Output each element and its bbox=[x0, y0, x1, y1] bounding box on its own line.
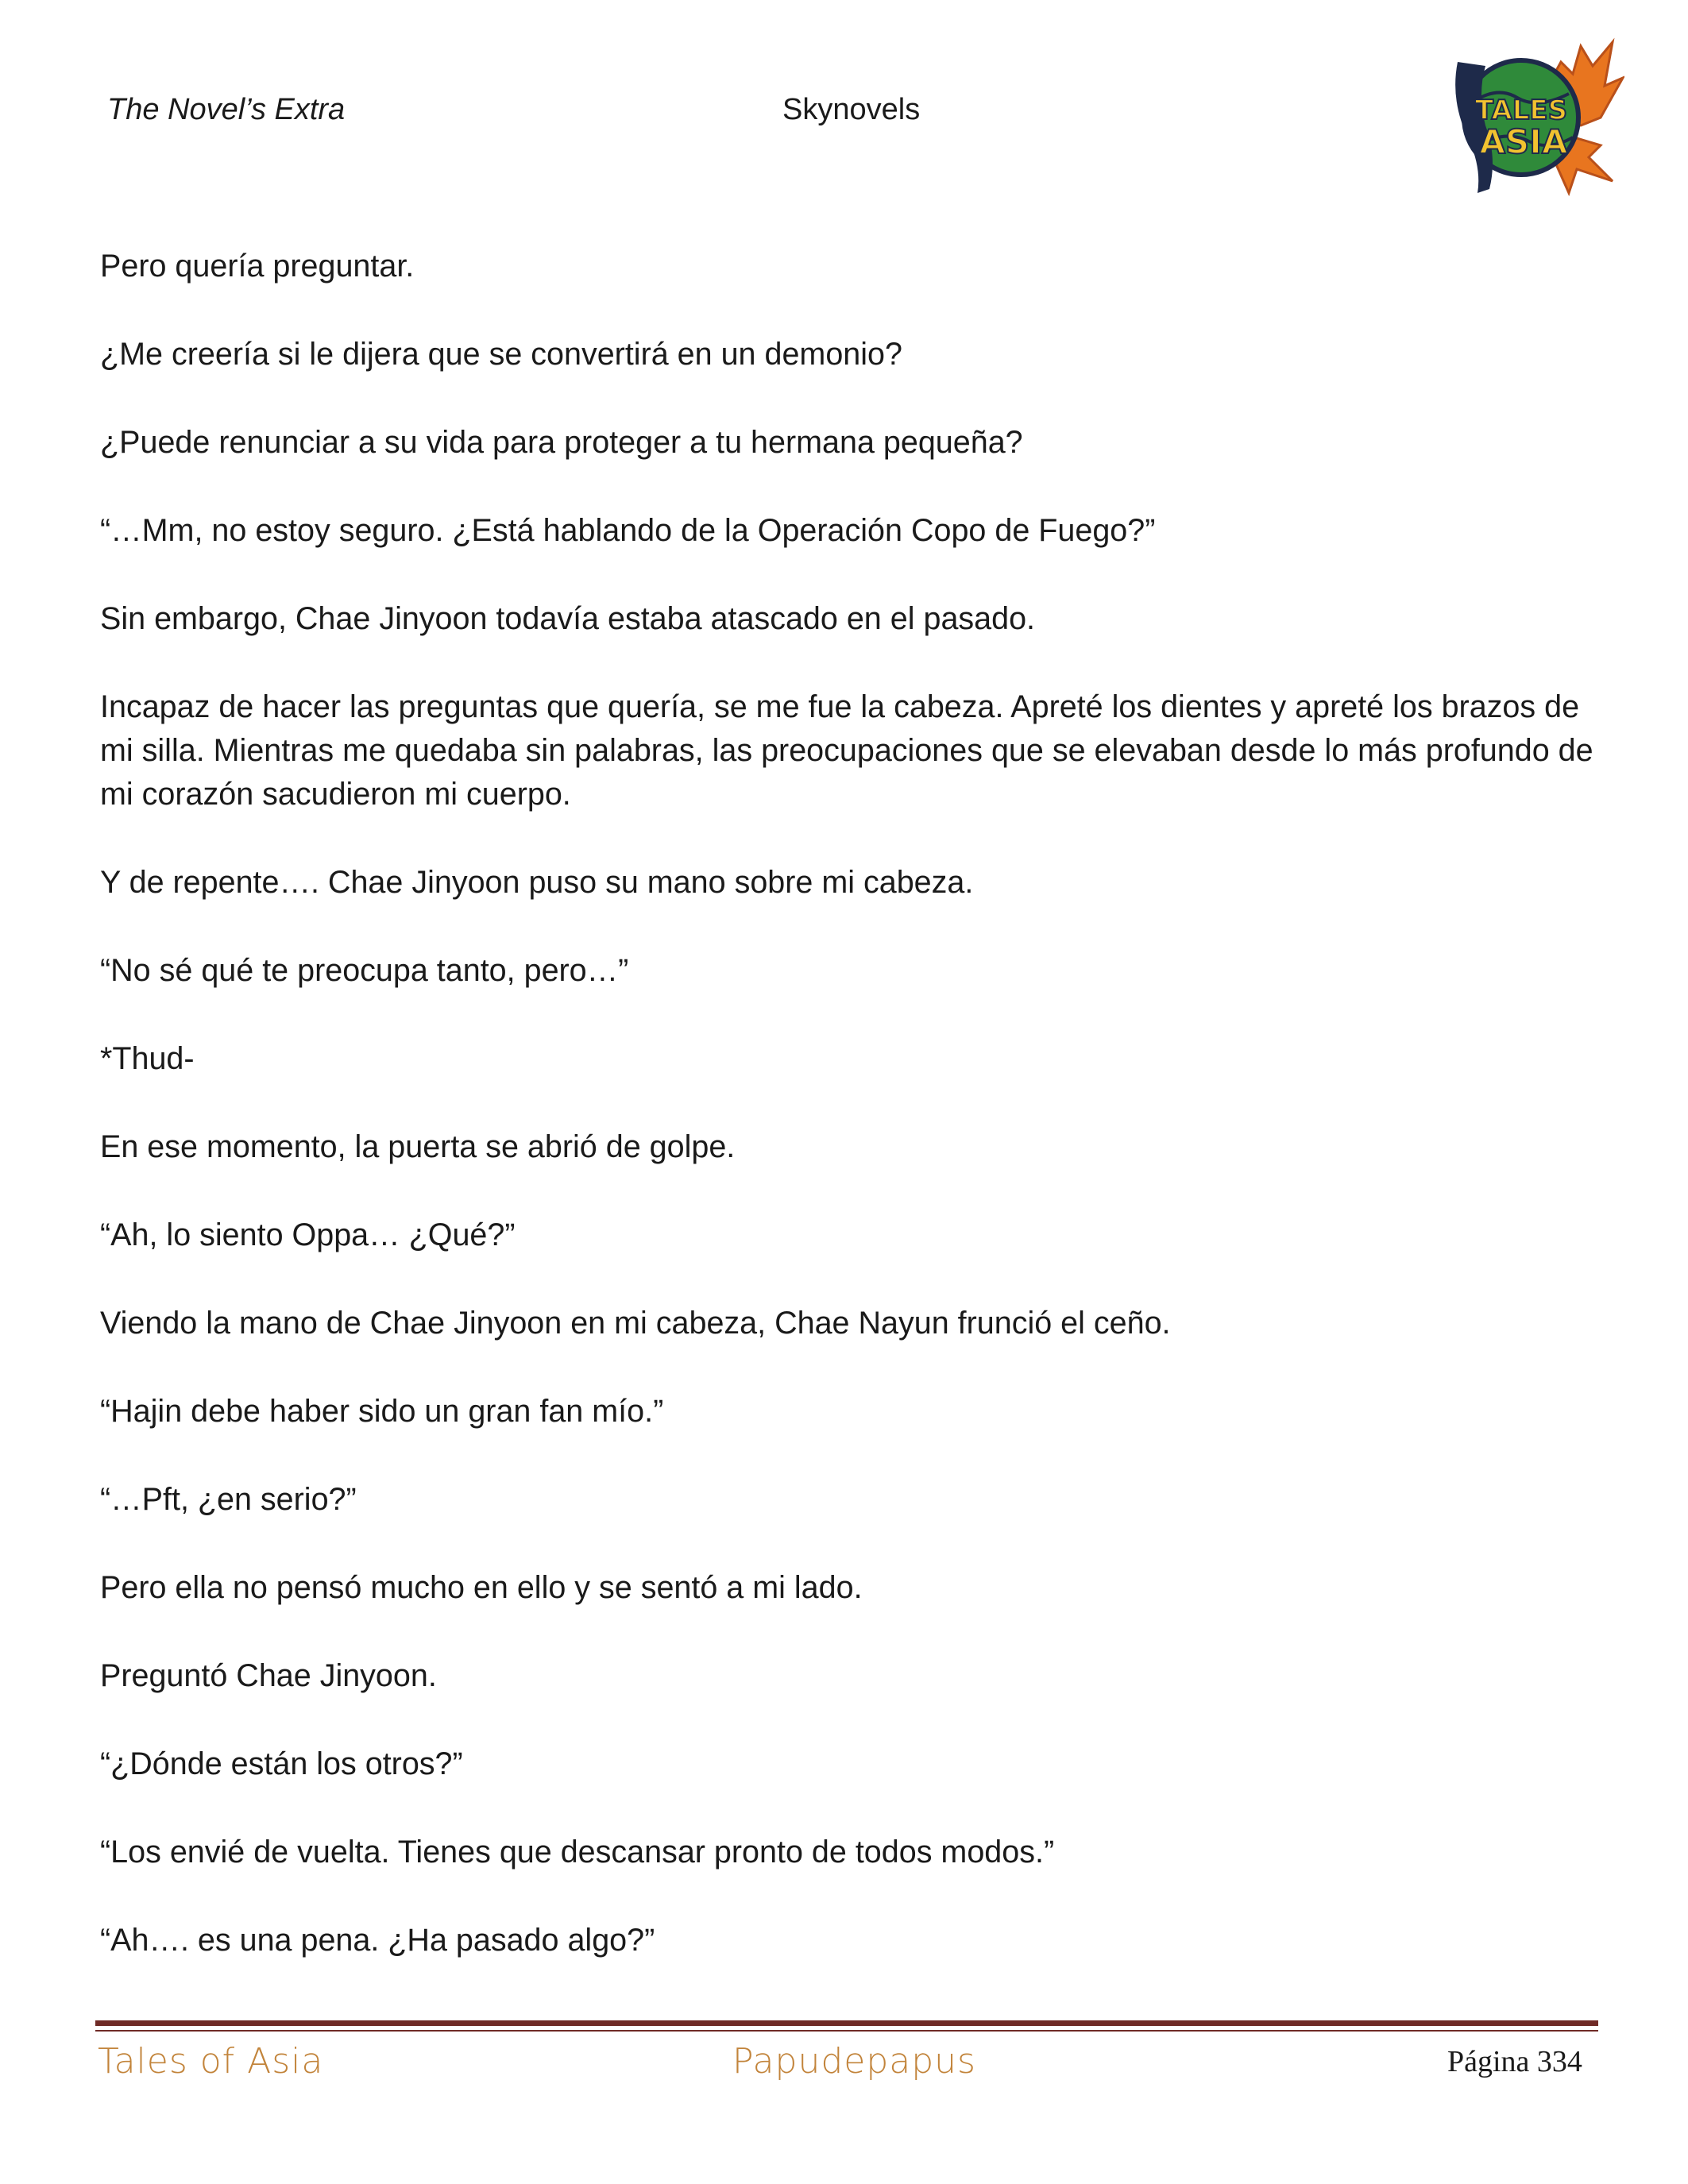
logo-text-asia: ASIA bbox=[1479, 122, 1568, 161]
paragraph: ¿Me creería si le dijera que se convertirá en un demonio? bbox=[100, 337, 902, 372]
footer-translator: Papudepapus bbox=[732, 2041, 976, 2082]
paragraph: En ese momento, la puerta se abrió de golpe. bbox=[100, 1129, 736, 1164]
footer-group-name: Tales of Asia bbox=[98, 2041, 324, 2082]
paragraph: Pero quería preguntar. bbox=[100, 249, 415, 284]
paragraph: Sin embargo, Chae Jinyoon todavía estaba atascado en el pasado. bbox=[100, 601, 1036, 636]
header-novel-title: The Novel’s Extra bbox=[107, 93, 346, 126]
header-site-name: Skynovels bbox=[782, 93, 921, 126]
chapter-body bbox=[100, 245, 1593, 2007]
logo-text-tales: TALES bbox=[1474, 95, 1568, 126]
page-number: Página 334 bbox=[1447, 2045, 1582, 2078]
footer-divider bbox=[95, 2020, 1598, 2026]
paragraph: “Ah…. es una pena. ¿Ha pasado algo?” bbox=[100, 1923, 655, 1958]
paragraph: Y de repente…. Chae Jinyoon puso su mano sobre mi cabeza. bbox=[100, 865, 974, 900]
paragraph: Incapaz de hacer las preguntas que quería, se me fue la cabeza. Apreté los dientes y apreté los brazos de mi silla. Mientras me quedaba sin palabras, las preocupaciones que se elevaban desde lo más profundo de mi corazón sacudieron mi cuerpo. bbox=[100, 689, 1593, 812]
paragraph: “No sé qué te preocupa tanto, pero…” bbox=[100, 953, 629, 988]
paragraph: “¿Dónde están los otros?” bbox=[100, 1746, 463, 1781]
footer-divider-thin bbox=[95, 2030, 1598, 2032]
paragraph: “Hajin debe haber sido un gran fan mío.” bbox=[100, 1394, 664, 1429]
paragraph: Preguntó Chae Jinyoon. bbox=[100, 1658, 437, 1693]
paragraph: *Thud- bbox=[100, 1041, 195, 1076]
paragraph: “…Pft, ¿en serio?” bbox=[100, 1482, 357, 1517]
paragraph: Pero ella no pensó mucho en ello y se sentó a mi lado. bbox=[100, 1570, 863, 1605]
paragraph: “Ah, lo siento Oppa… ¿Qué?” bbox=[100, 1217, 516, 1252]
paragraph: Viendo la mano de Chae Jinyoon en mi cabeza, Chae Nayun frunció el ceño. bbox=[100, 1306, 1171, 1341]
dragon-logo-icon bbox=[1442, 30, 1624, 201]
paragraph: “…Mm, no estoy seguro. ¿Está hablando de la Operación Copo de Fuego?” bbox=[100, 513, 1156, 548]
paragraph: “Los envié de vuelta. Tienes que descansar pronto de todos modos.” bbox=[100, 1835, 1055, 1870]
paragraph: ¿Puede renunciar a su vida para proteger a tu hermana pequeña? bbox=[100, 425, 1023, 460]
